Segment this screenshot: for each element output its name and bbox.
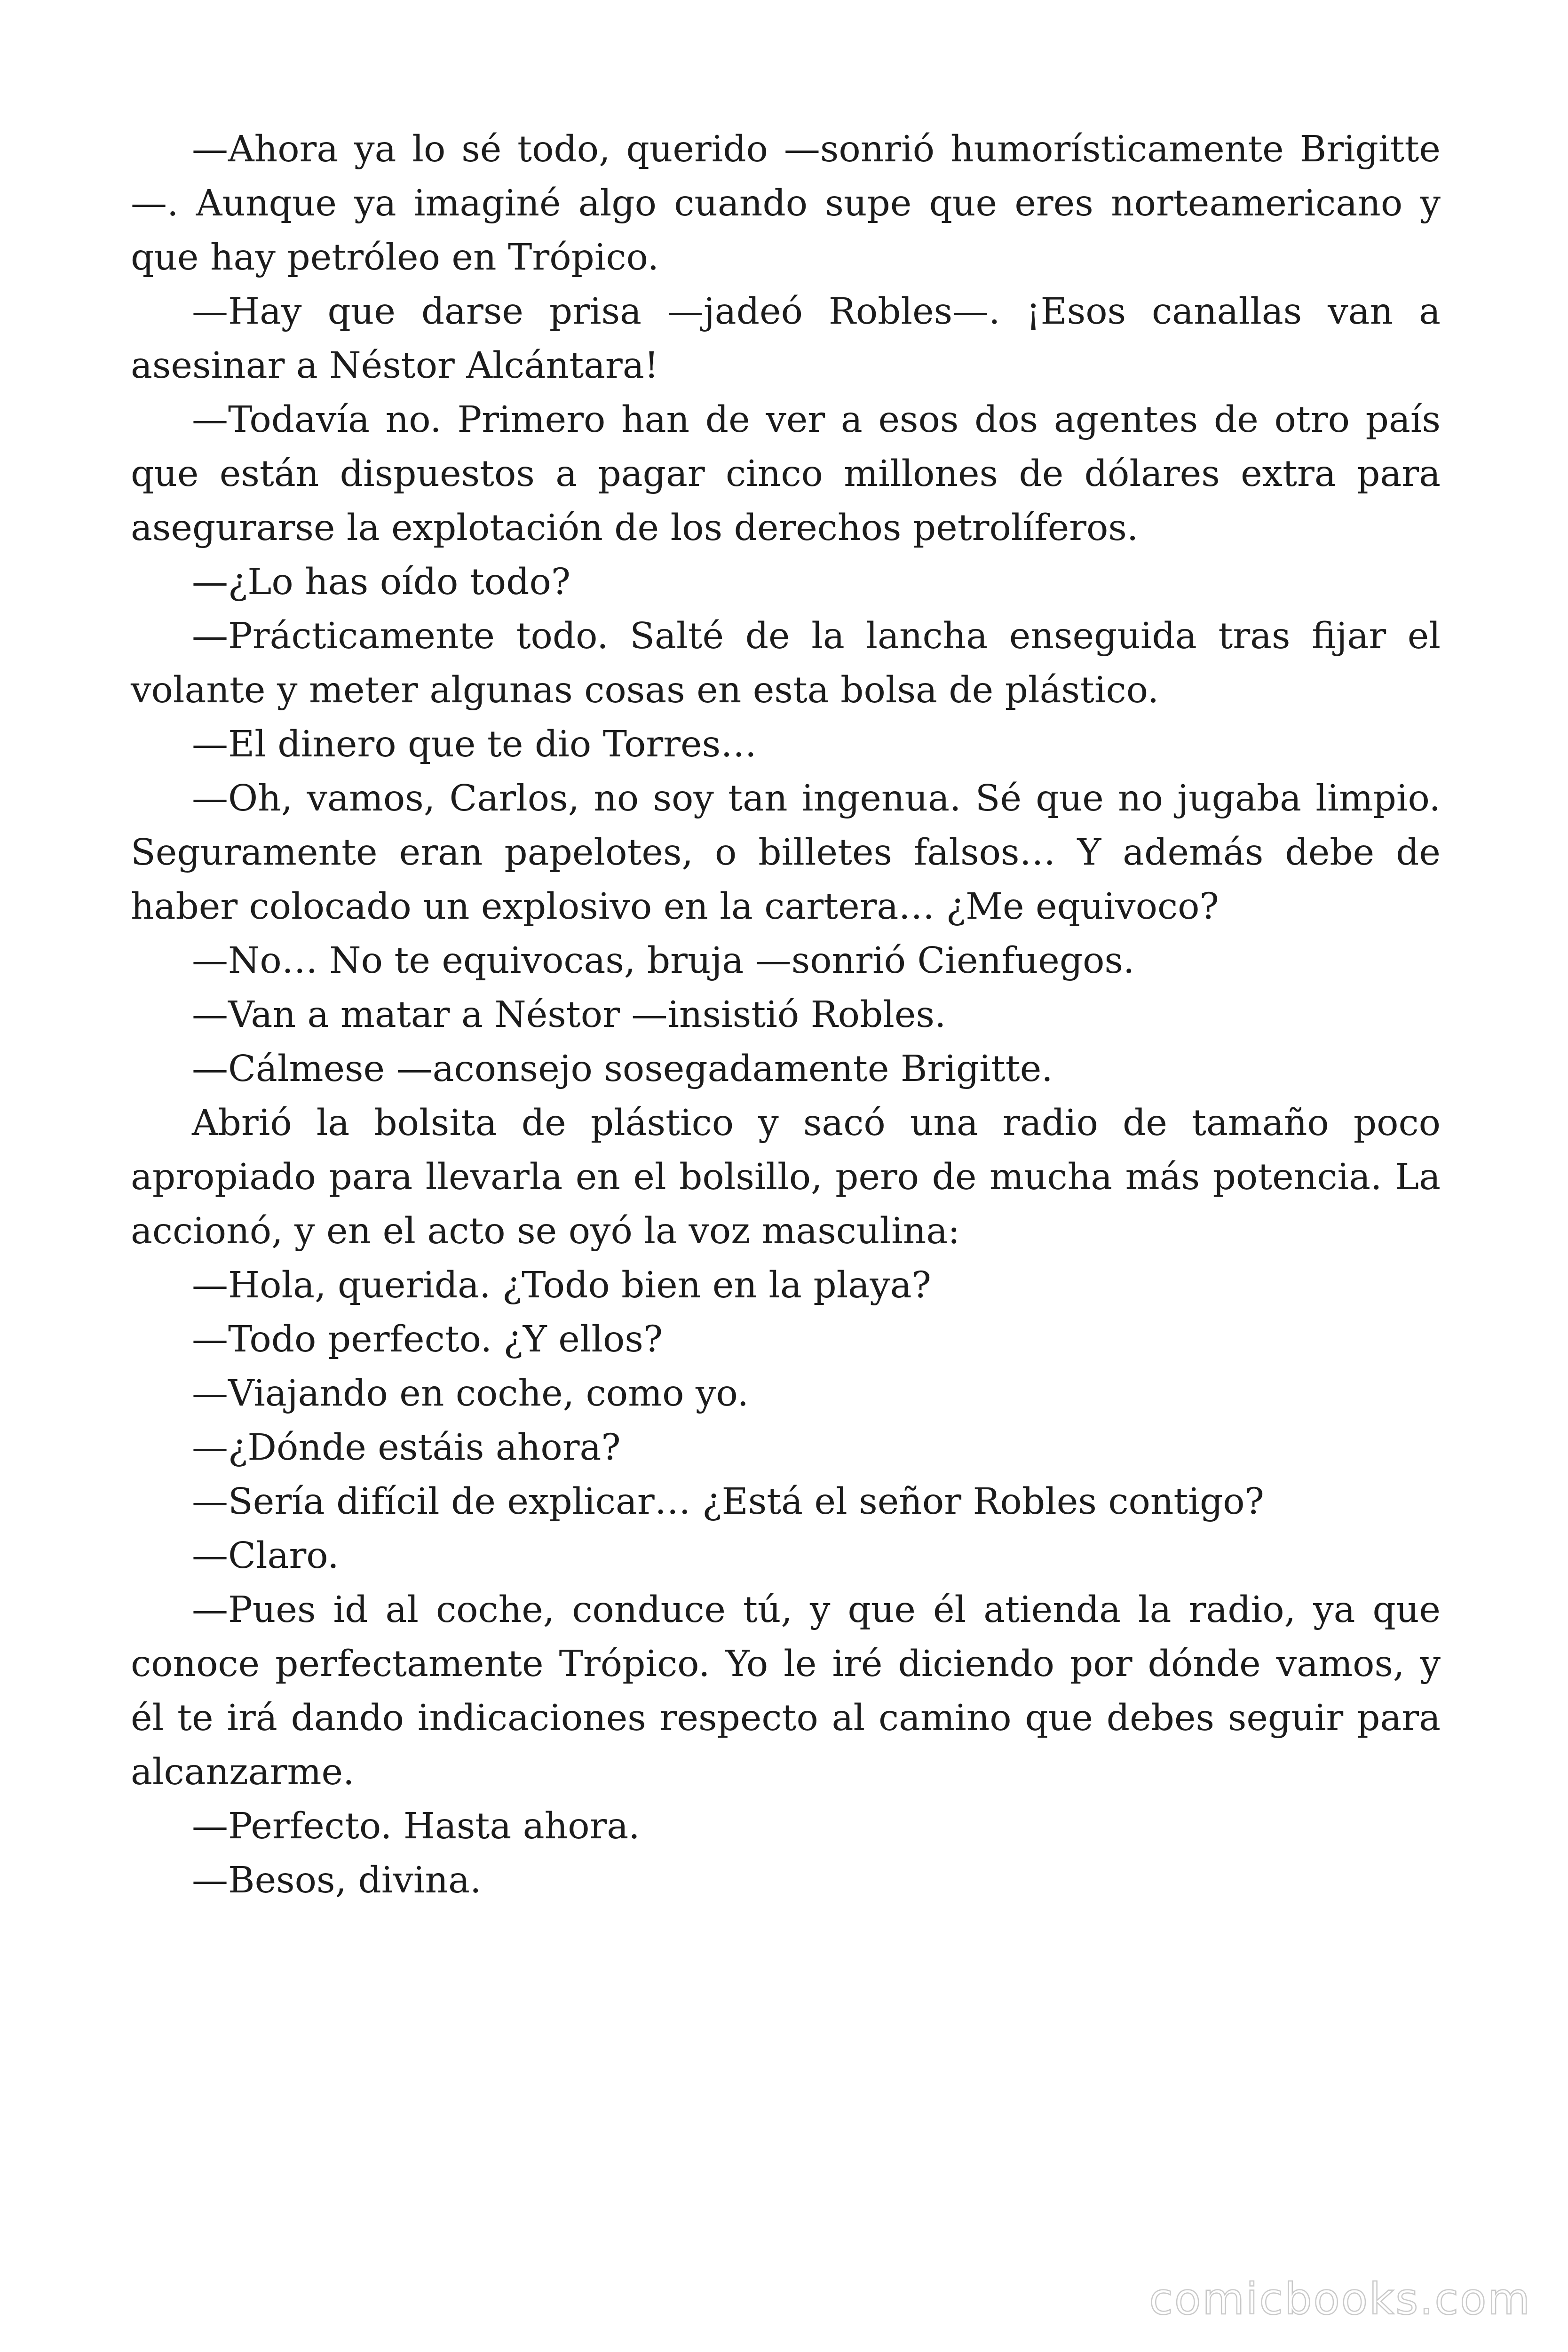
paragraph: —Claro. — [192, 1535, 339, 1577]
watermark: comicbooks.com — [1149, 2274, 1531, 2324]
paragraph: —Cálmese —aconsejo sosegadamente Brigitte. — [192, 1048, 1053, 1090]
paragraph: —Pues id al coche, conduce tú, y que él atienda la radio, ya que conoce perfectamente Trópico. Yo le iré diciendo por dónde vamos, y él te irá dando indicaciones respecto al camino que debes seguir para alcanzarme. — [131, 1589, 1441, 1793]
paragraph: —Ahora ya lo sé todo, querido —sonrió humorísticamente Brigitte—. Aunque ya imaginé algo cuando supe que eres norteamericano y que hay petróleo en Trópico. — [131, 128, 1441, 278]
paragraph: —Hola, querida. ¿Todo bien en la playa? — [192, 1264, 931, 1306]
paragraph: —Todavía no. Primero han de ver a esos dos agentes de otro país que están dispuestos a pagar cinco millones de dólares extra para asegurarse la explotación de los derechos petrolíferos. — [131, 399, 1441, 549]
page-body — [131, 122, 1441, 1907]
paragraph: —¿Lo has oído todo? — [192, 561, 571, 603]
paragraph: —Van a matar a Néstor —insistió Robles. — [192, 994, 946, 1036]
paragraph: —Oh, vamos, Carlos, no soy tan ingenua. Sé que no jugaba limpio. Seguramente eran papelotes, o billetes falsos… Y además debe de haber colocado un explosivo en la cartera… ¿Me equivoco? — [131, 778, 1441, 928]
paragraph: —¿Dónde estáis ahora? — [192, 1427, 621, 1469]
paragraph: —El dinero que te dio Torres… — [192, 723, 757, 765]
paragraph: Abrió la bolsita de plástico y sacó una radio de tamaño poco apropiado para llevarla en el bolsillo, pero de mucha más potencia. La accionó, y en el acto se oyó la voz masculina: — [131, 1102, 1441, 1252]
paragraph: —Perfecto. Hasta ahora. — [192, 1805, 640, 1847]
paragraph: —No… No te equivocas, bruja —sonrió Cienfuegos. — [192, 940, 1135, 982]
paragraph: —Prácticamente todo. Salté de la lancha enseguida tras fijar el volante y meter algunas cosas en esta bolsa de plástico. — [131, 615, 1441, 711]
paragraph: —Besos, divina. — [192, 1859, 482, 1901]
paragraph: —Hay que darse prisa —jadeó Robles—. ¡Esos canallas van a asesinar a Néstor Alcántara! — [131, 291, 1441, 387]
paragraph: —Sería difícil de explicar… ¿Está el señor Robles contigo? — [192, 1481, 1264, 1523]
paragraph: —Viajando en coche, como yo. — [192, 1373, 749, 1414]
paragraph: —Todo perfecto. ¿Y ellos? — [192, 1319, 663, 1360]
